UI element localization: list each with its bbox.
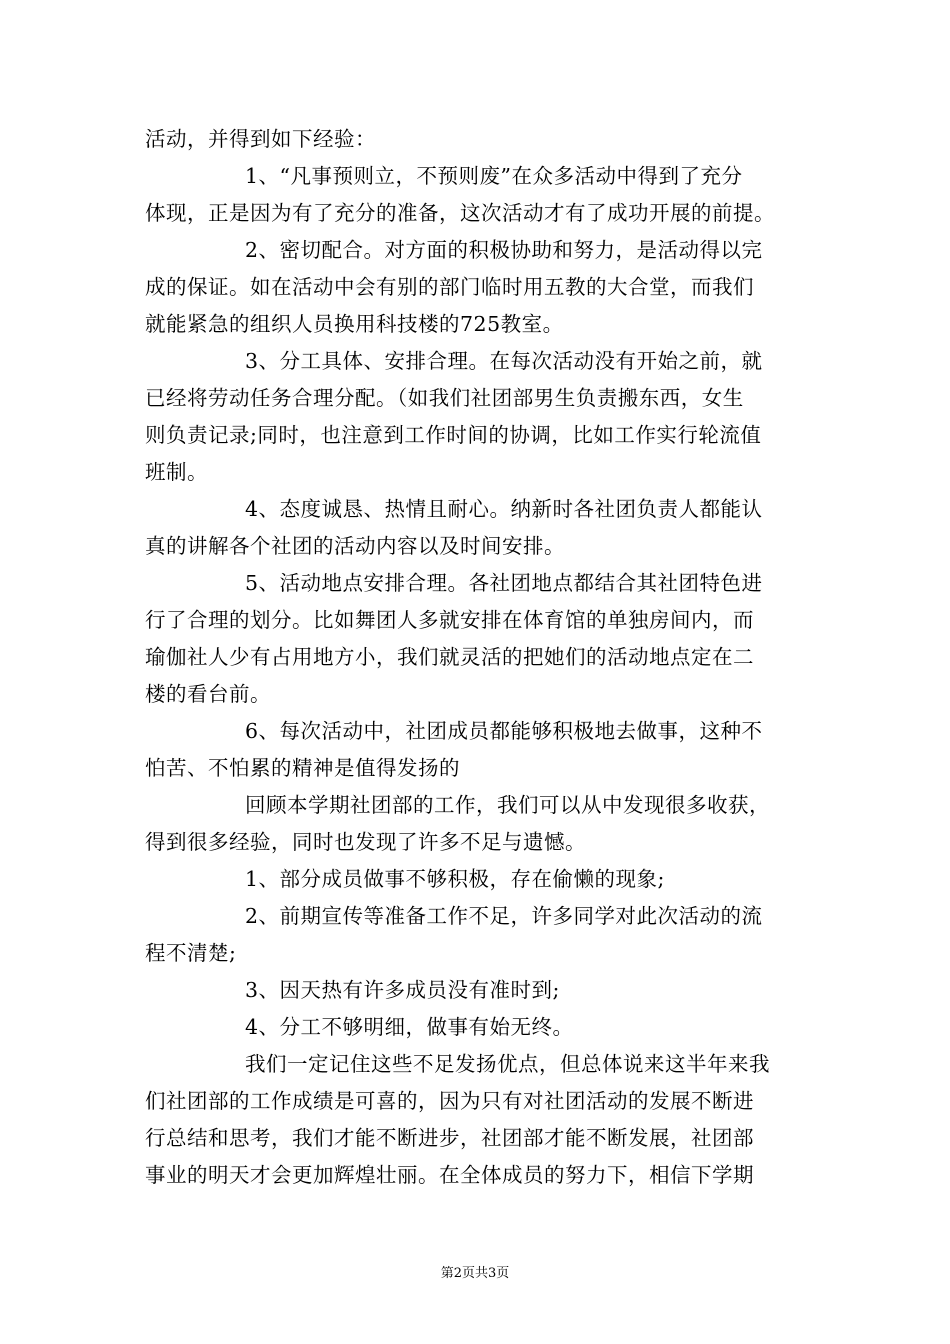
text-line: 则负责记录;同时，也注意到工作时间的协调，比如工作实行轮流值 [145, 423, 762, 447]
text-line: 2、密切配合。对方面的积极协助和努力，是活动得以完 [245, 238, 763, 262]
text-line: 3、因天热有许多成员没有准时到; [245, 978, 560, 1002]
text-line: 行了合理的划分。比如舞团人多就安排在体育馆的单独房间内，而 [145, 608, 754, 632]
text-line: 事业的明天才会更加辉煌壮丽。在全体成员的努力下，相信下学期 [145, 1163, 754, 1187]
text-line: 真的讲解各个社团的活动内容以及时间安排。 [145, 534, 565, 558]
text-line: 活动，并得到如下经验： [145, 127, 376, 151]
text-line: 2、前期宣传等准备工作不足，许多同学对此次活动的流 [245, 904, 763, 928]
text-line: 成的保证。如在活动中会有别的部门临时用五教的大合堂，而我们 [145, 275, 754, 299]
text-line: 怕苦、不怕累的精神是值得发扬的 [145, 756, 460, 780]
text-line: 得到很多经验，同时也发现了许多不足与遗憾。 [145, 830, 586, 854]
text-line: 瑜伽社人少有占用地方小，我们就灵活的把她们的活动地点定在二 [145, 645, 754, 669]
document-body [145, 121, 810, 1194]
text-line: 1、部分成员做事不够积极，存在偷懒的现象; [245, 867, 665, 891]
text-line: 们社团部的工作成绩是可喜的，因为只有对社团活动的发展不断进 [145, 1089, 754, 1113]
text-line: 程不清楚; [145, 941, 237, 965]
text-line: 5、活动地点安排合理。各社团地点都结合其社团特色进 [245, 571, 763, 595]
text-line: 4、态度诚恳、热情且耐心。纳新时各社团负责人都能认 [245, 497, 763, 521]
text-line: 已经将劳动任务合理分配。（如我们社团部男生负责搬东西，女生 [145, 386, 744, 410]
text-line: 楼的看台前。 [145, 682, 271, 706]
text-line: 回顾本学期社团部的工作，我们可以从中发现很多收获， [245, 793, 770, 817]
text-line: 行总结和思考，我们才能不断进步，社团部才能不断发展，社团部 [145, 1126, 754, 1150]
text-line: 班制。 [145, 460, 208, 484]
text-line: 就能紧急的组织人员换用科技楼的725教室。 [145, 312, 564, 336]
text-line: 1、“凡事预则立，不预则废”在众多活动中得到了充分 [245, 164, 743, 188]
page-number: 第2页共3页 [440, 1266, 510, 1281]
text-line: 4、分工不够明细，做事有始无终。 [245, 1015, 574, 1039]
text-line: 体现，正是因为有了充分的准备，这次活动才有了成功开展的前提。 [145, 201, 775, 225]
text-line: 我们一定记住这些不足发扬优点，但总体说来这半年来我 [245, 1052, 770, 1076]
text-line: 6、每次活动中，社团成员都能够积极地去做事，这种不 [245, 719, 763, 743]
text-line: 3、分工具体、安排合理。在每次活动没有开始之前，就 [245, 349, 763, 373]
